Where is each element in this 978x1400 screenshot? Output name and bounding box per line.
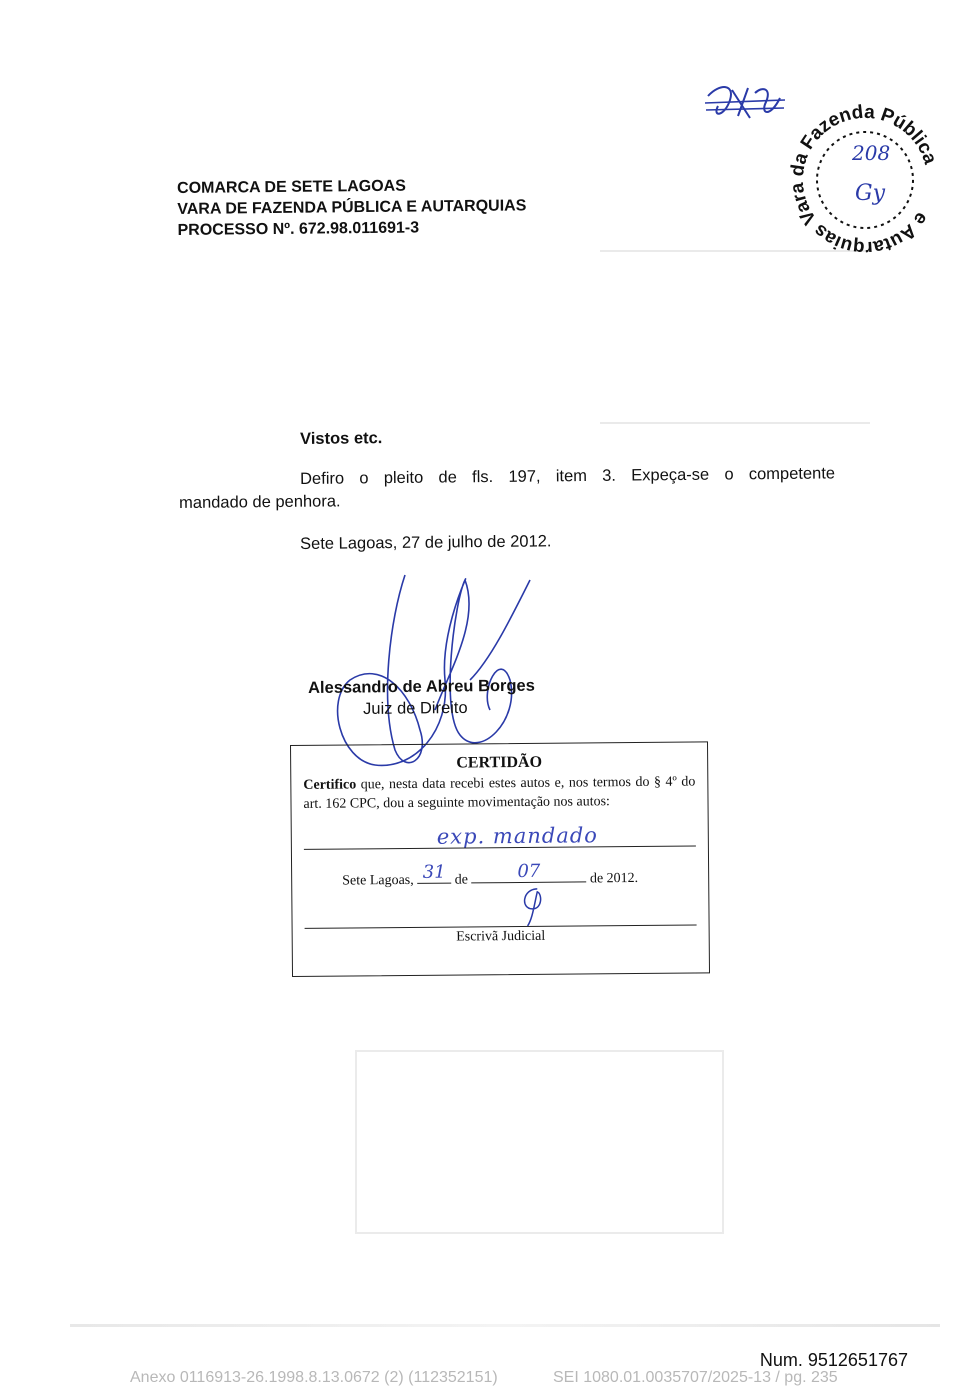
certidao-text: que, nesta data recebi estes autos e, nos termos do § 4º do art. 162 CPC, dou a seguinte movimentação nos autos: [303, 774, 696, 812]
decision-paragraph-line1: Defiro o pleito de fls. 197, item 3. Expeça-se o competente [300, 464, 836, 488]
footer-annex: Anexo 0116913-26.1998.8.13.0672 (2) (112352151) [130, 1369, 498, 1386]
svg-text:e Autarquias Vara da Fazenda P [780, 95, 950, 265]
clerk-label: Escrivã Judicial [456, 928, 546, 945]
certidao-date-line [342, 860, 639, 890]
stamp-initials: Gy [855, 181, 886, 206]
folio-stamp [780, 95, 950, 265]
clerk-signature [512, 884, 552, 929]
certidao-date-prefix: Sete Lagoas, [342, 872, 414, 889]
certidao-box [290, 741, 710, 977]
certidao-title: CERTIDÃO [456, 753, 543, 772]
decision-date: Sete Lagoas, 27 de julho de 2012. [300, 532, 552, 553]
bleed-through-box [355, 1050, 724, 1234]
header-comarca: COMARCA DE SETE LAGOAS [177, 177, 406, 197]
document-number: Num. 9512651767 [759, 1350, 908, 1370]
bleed-through-lines [600, 250, 870, 424]
page-bottom-edge [70, 1324, 940, 1327]
header-processo: PROCESSO Nº. 672.98.011691-3 [177, 219, 420, 239]
certidao-de: de [454, 872, 468, 888]
day-blank [417, 861, 451, 884]
handwritten-movement: exp. mandado [436, 823, 598, 849]
footer-sei-reference: SEI 1080.01.0035707/2025-13 / pg. 235 [553, 1369, 838, 1386]
judge-name: Alessandro de Abreu Borges [308, 676, 535, 697]
stamp-folio-number: 208 [852, 141, 891, 165]
header-vara: VARA DE FAZENDA PÚBLICA E AUTARQUIAS [177, 197, 527, 218]
court-header [177, 174, 527, 241]
handwritten-day: 31 [422, 861, 446, 883]
handwritten-month: 07 [517, 860, 541, 883]
certidao-year: de 2012. [589, 870, 639, 887]
crossed-out-mark [700, 78, 790, 128]
certidao-body [303, 772, 695, 813]
stamp-ring-text: e Autarquias Vara da Fazenda Pública [786, 101, 941, 259]
judge-role: Juiz de Direito [363, 698, 468, 718]
month-blank [471, 860, 586, 883]
opening-text: Vistos etc. [300, 429, 383, 448]
decision-paragraph-line2: mandado de penhora. [179, 492, 341, 512]
certidao-lead: Certifico [303, 777, 357, 793]
